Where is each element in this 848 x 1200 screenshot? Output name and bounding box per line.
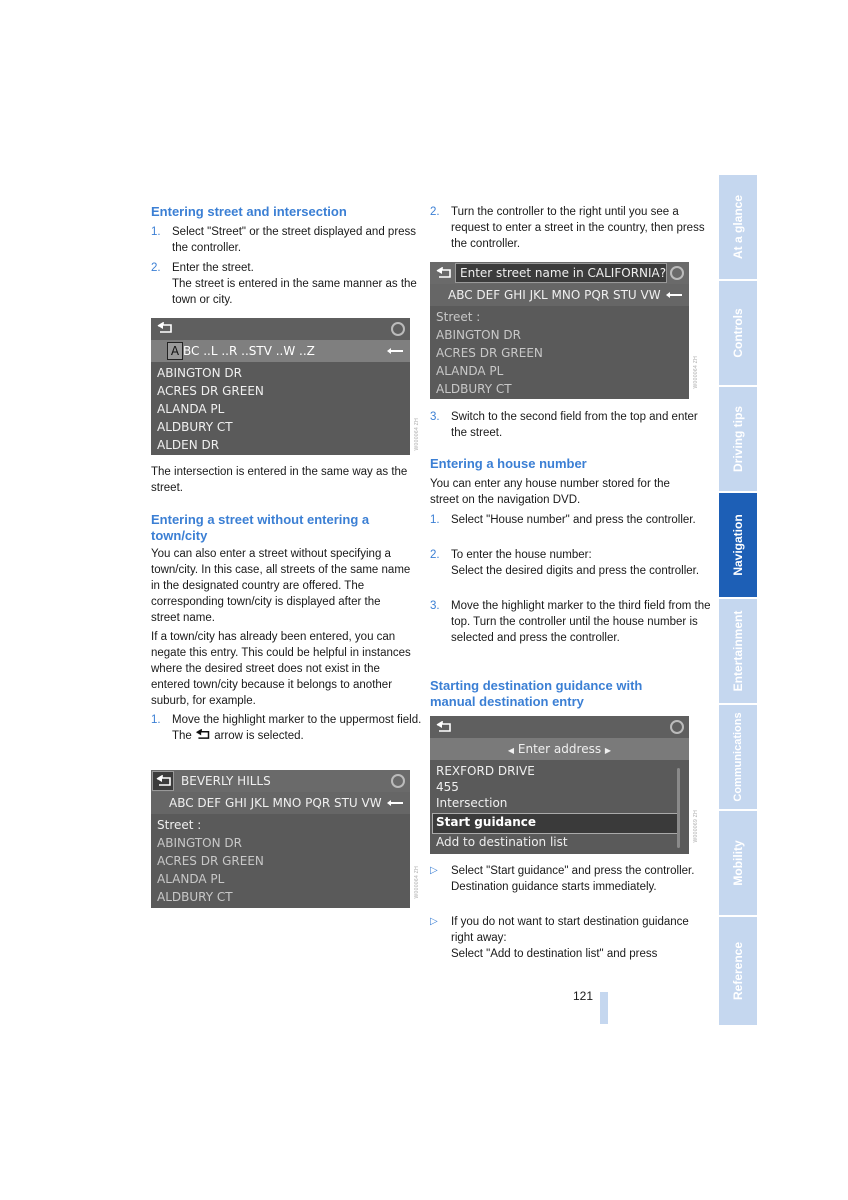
back-arrow-icon	[436, 721, 452, 733]
tab-mobility[interactable]	[719, 811, 757, 915]
screen-top-bar	[151, 318, 410, 340]
tab-label: Communications	[732, 712, 744, 802]
street-row: ALDEN DR	[157, 438, 220, 452]
item-number: 2.	[430, 206, 440, 218]
item-number: 1.	[430, 514, 440, 526]
page-number: 121	[573, 989, 594, 1003]
settings-icon	[391, 322, 405, 336]
street-row: ALDBURY CT	[436, 382, 512, 396]
settings-icon	[670, 266, 684, 280]
scrollbar	[677, 768, 680, 848]
tab-label: Driving tips	[731, 405, 745, 473]
tab-label: Controls	[731, 308, 745, 358]
bullet-note: Destination guidance starts immediately.	[451, 881, 657, 893]
tab-label: Entertainment	[731, 610, 745, 692]
item-number: 2.	[430, 549, 440, 561]
paragraph: You can enter any house number stored for the street on the navigation DVD.	[430, 478, 670, 506]
image-code: W000064 ZH	[414, 418, 420, 451]
delete-icon	[386, 347, 404, 355]
chevron-right-icon: ▶	[604, 746, 612, 755]
heading-house-number: Entering a house number	[430, 456, 587, 471]
paragraph: You can also enter a street without specifying a town/city. In this case, all streets of the same name in the designated country are offered. The corresponding town/city is displayed after the street name.	[151, 548, 411, 624]
screen-california	[430, 262, 689, 399]
street-row: ACRES DR GREEN	[436, 346, 543, 360]
screen-beverly-hills	[151, 770, 410, 908]
image-code: W000064 ZH	[693, 356, 699, 389]
item-text: Switch to the second field from the top and enter the street.	[451, 411, 698, 439]
paragraph: If a town/city has already been entered, you can negate this entry. This could be helpful in instances where the desired street does not exist in the entered town/city because it belongs to another suburb, for example.	[151, 631, 411, 707]
street-row: ACRES DR GREEN	[157, 384, 264, 398]
item-text: Select "House number" and press the controller.	[451, 514, 696, 526]
letter-options: ABC DEF GHI JKL MNO PQR STU VW	[448, 288, 661, 302]
tab-communications[interactable]	[719, 705, 757, 809]
screen-destination-guidance	[430, 716, 689, 854]
tab-controls[interactable]	[719, 281, 757, 385]
street-row: ABINGTON DR	[157, 366, 242, 380]
delete-icon	[386, 799, 404, 807]
address-row: 455	[436, 780, 459, 794]
item-note: Select the desired digits and press the controller.	[451, 565, 700, 577]
heading-start-guidance: Starting destination guidance with manual destination entry	[430, 678, 643, 709]
back-arrow-icon	[157, 322, 173, 334]
chevron-left-icon: ◀	[507, 746, 515, 755]
street-row: ALANDA PL	[157, 872, 225, 886]
tab-label: At a glance	[731, 194, 745, 260]
letter-options: ABC DEF GHI JKL MNO PQR STU VW	[169, 796, 382, 810]
triangle-bullet-icon: ▷	[430, 916, 438, 927]
bullet-item	[430, 914, 711, 962]
list-item	[430, 547, 711, 579]
list-item	[430, 409, 711, 441]
tab-entertainment[interactable]	[719, 599, 757, 703]
item-number: 2.	[151, 262, 161, 274]
note-text: arrow is selected.	[211, 730, 304, 742]
cursor-letter: A	[167, 342, 183, 360]
street-row: ALDBURY CT	[157, 890, 233, 904]
settings-icon	[391, 774, 405, 788]
street-row: ALDBURY CT	[157, 420, 233, 434]
list-item	[430, 598, 711, 646]
screen-title: BEVERLY HILLS	[181, 774, 271, 788]
list-item	[151, 712, 432, 744]
start-guidance-option: Start guidance	[436, 815, 537, 829]
item-text: To enter the house number:	[451, 549, 592, 561]
page-marker	[600, 992, 608, 1024]
back-arrow-icon	[156, 775, 172, 787]
street-row: ABINGTON DR	[157, 836, 242, 850]
item-text: Move the highlight marker to the third field from the top. Turn the controller until the house number is selected and press the controller.	[451, 600, 711, 644]
bullet-text: Select "Start guidance" and press the controller.	[451, 865, 695, 877]
note-text: The	[172, 730, 196, 742]
item-text: Turn the controller to the right until you see a request to enter a street in the country, then press the controller.	[451, 206, 705, 250]
list-item	[430, 512, 711, 528]
image-code: W000069 ZH	[693, 810, 699, 843]
field-label: Street :	[436, 310, 481, 324]
street-row: ALANDA PL	[157, 402, 225, 416]
tab-reference[interactable]	[719, 917, 757, 1025]
back-arrow-icon	[436, 267, 452, 279]
triangle-bullet-icon: ▷	[430, 865, 438, 876]
tab-label: Mobility	[731, 840, 745, 886]
street-row: ACRES DR GREEN	[157, 854, 264, 868]
item-text: Select "Street" or the street displayed and press the controller.	[172, 226, 417, 254]
list-item	[430, 204, 711, 252]
item-number: 1.	[151, 226, 161, 238]
bullet-note: Select "Add to destination list" and press	[451, 948, 658, 960]
bullet-item	[430, 863, 711, 895]
item-note: The street is entered in the same manner as the town or city.	[172, 278, 417, 306]
address-row: REXFORD DRIVE	[436, 764, 535, 778]
settings-icon	[670, 720, 684, 734]
field-label: Street :	[157, 818, 202, 832]
item-number: 1.	[151, 714, 161, 726]
screen-title: Enter street name in CALIFORNIA?	[460, 266, 667, 280]
screen-top-bar	[430, 716, 689, 738]
item-note	[172, 728, 432, 744]
tab-label: Navigation	[731, 514, 745, 576]
heading-street-without-town: Entering a street without entering a town/city	[151, 512, 370, 543]
delete-icon	[665, 291, 683, 299]
address-header-label: Enter address	[517, 742, 602, 756]
street-row: ABINGTON DR	[436, 328, 521, 342]
tab-driving-tips[interactable]	[719, 387, 757, 491]
screen-street-entry	[151, 318, 410, 455]
tab-at-a-glance[interactable]	[719, 175, 757, 279]
address-header	[430, 740, 689, 758]
item-text: Move the highlight marker to the uppermost field.	[172, 714, 422, 726]
street-row: ALANDA PL	[436, 364, 504, 378]
tab-label: Reference	[731, 941, 745, 1001]
bullet-text: If you do not want to start destination guidance right away:	[451, 916, 689, 944]
letter-options: BC ..L ..R ..STV ..W ..Z	[183, 344, 315, 358]
image-code: W000064 ZH	[414, 866, 420, 899]
heading-street-intersection: Entering street and intersection	[151, 204, 347, 219]
add-to-destination-option: Add to destination list	[436, 835, 568, 849]
back-arrow-icon	[195, 729, 211, 740]
address-row: Intersection	[436, 796, 508, 810]
paragraph: The intersection is entered in the same way as the street.	[151, 466, 408, 494]
item-number: 3.	[430, 411, 440, 423]
item-text: Enter the street.	[172, 262, 254, 274]
item-number: 3.	[430, 600, 440, 612]
list-item	[151, 260, 432, 308]
tab-navigation[interactable]	[719, 493, 757, 597]
list-item	[151, 224, 432, 256]
